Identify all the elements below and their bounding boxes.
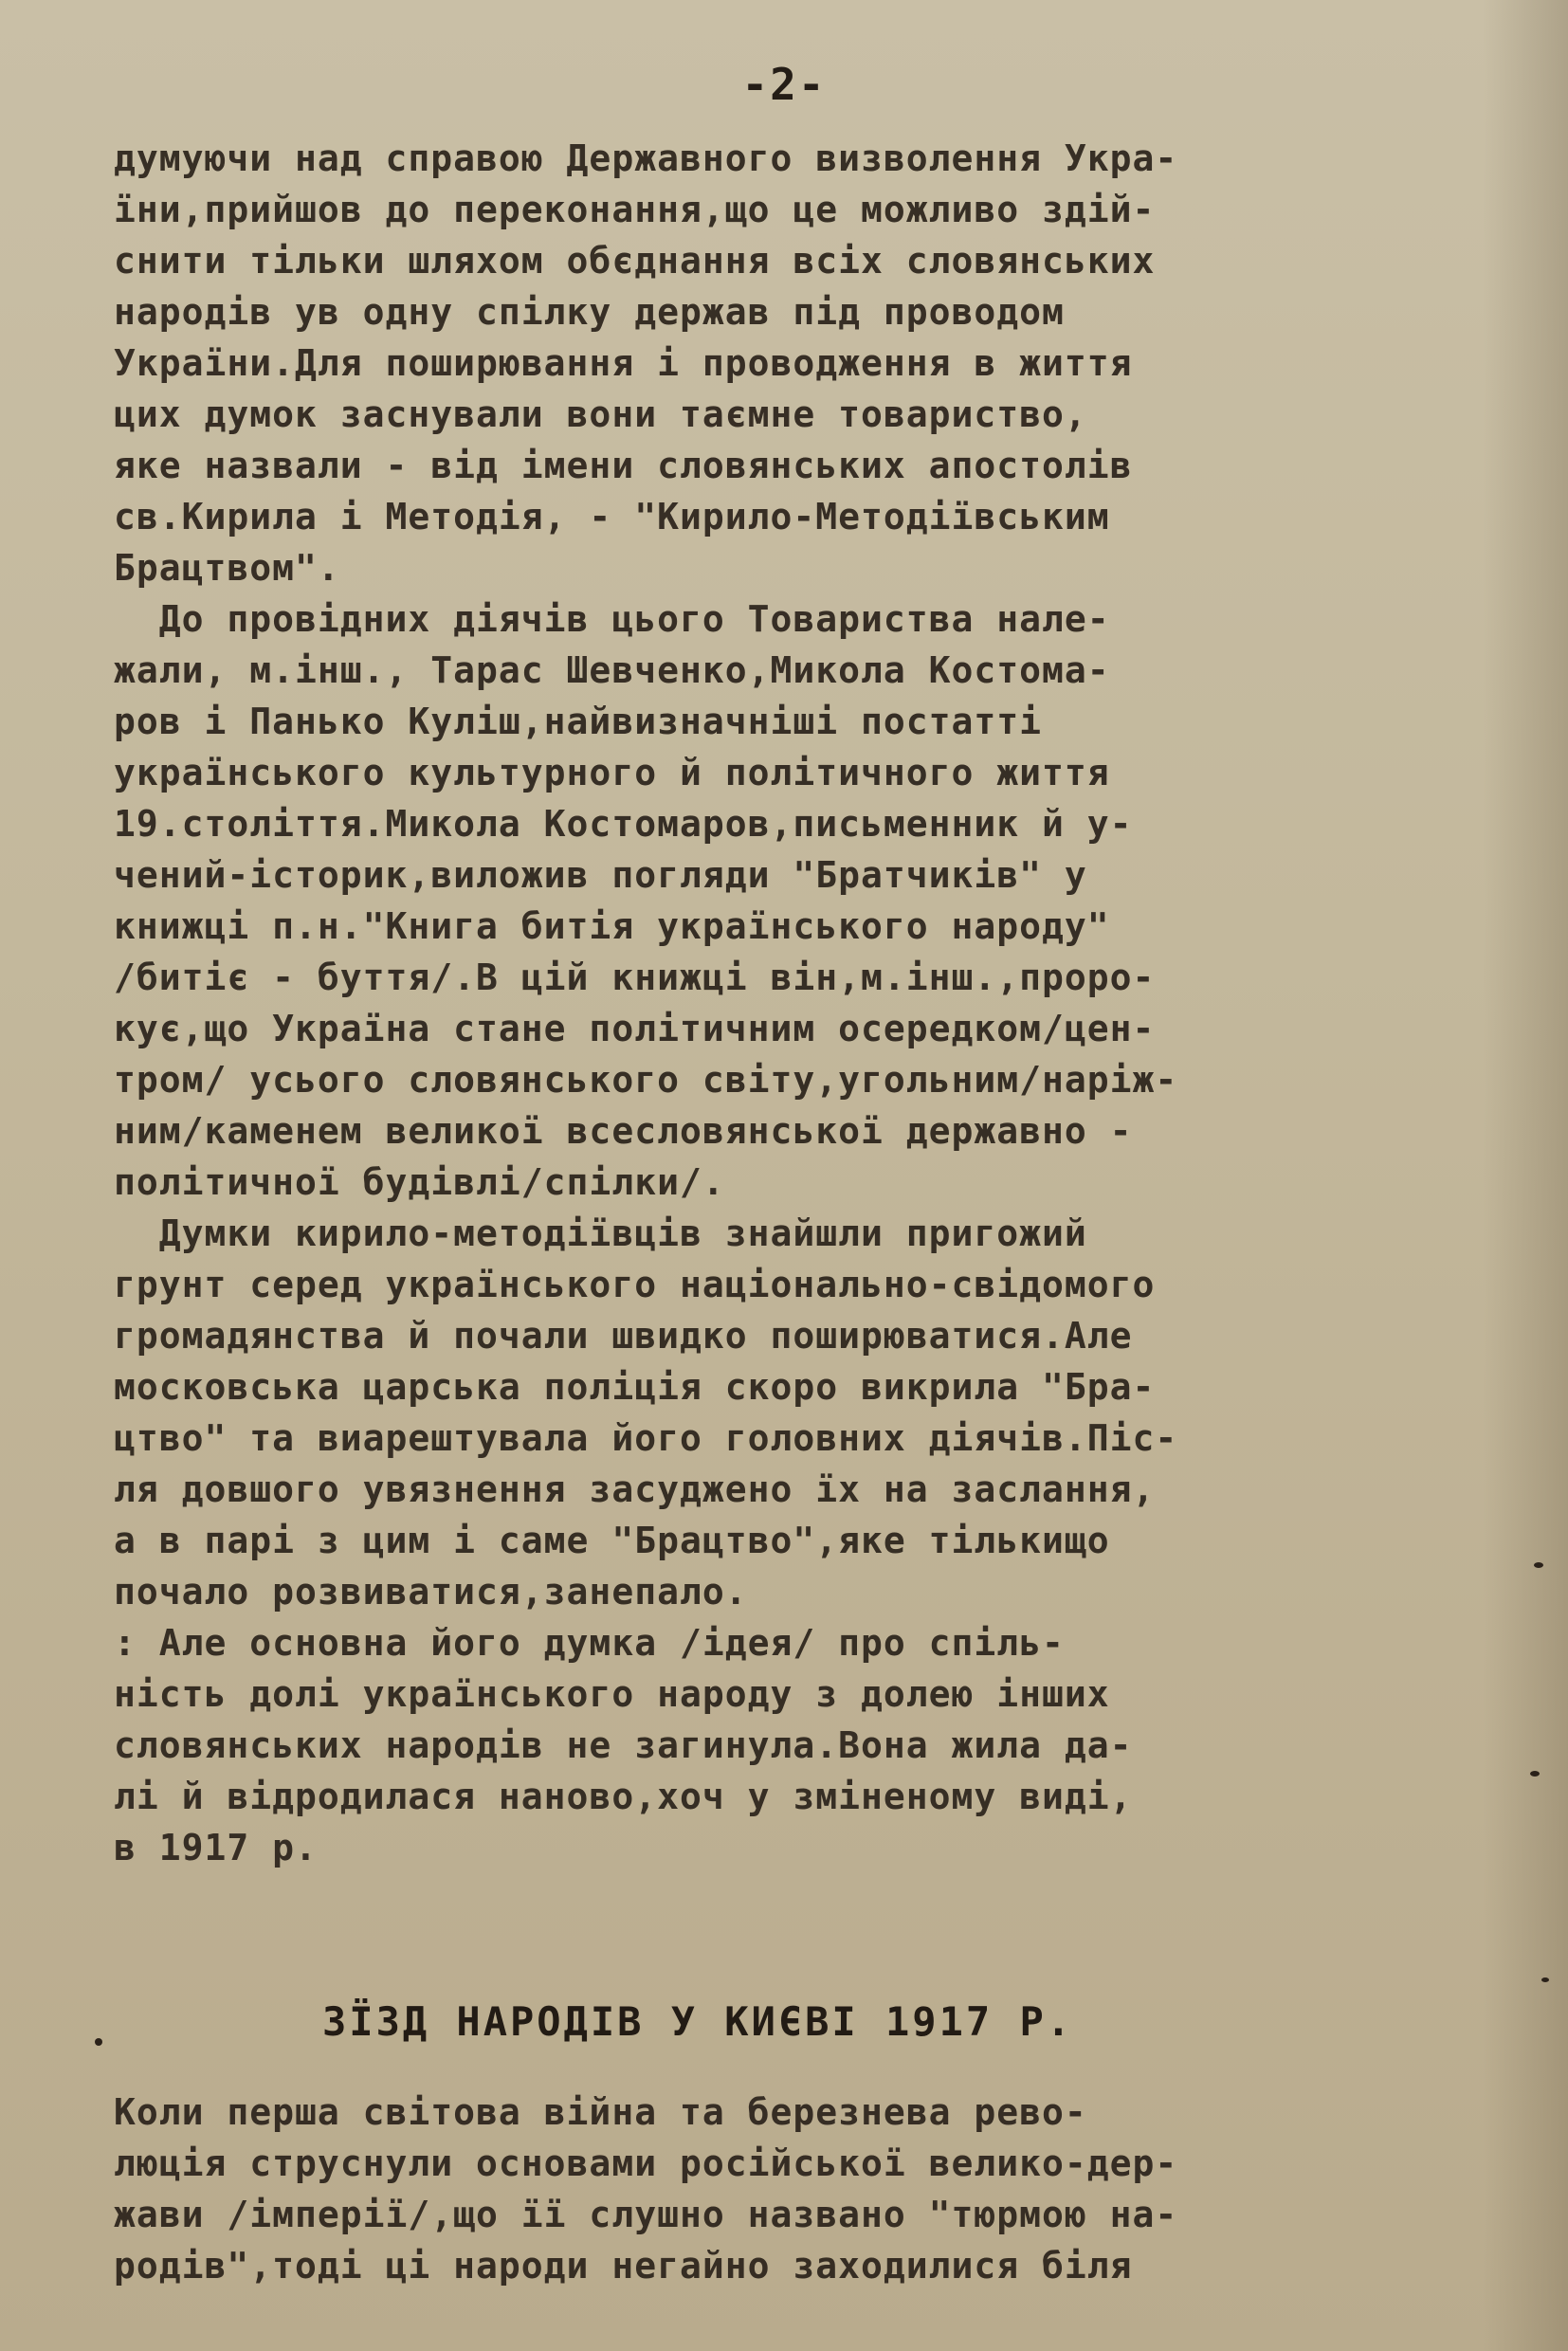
ink-speck	[95, 2038, 102, 2046]
text-line: словянських народів не загинула.Вона жила да-	[114, 1724, 1133, 1766]
text-line: а в парі з цим і саме "Брацтво",яке тількищо	[114, 1520, 1110, 1561]
ink-speck	[1541, 1977, 1549, 1982]
text-line: Брацтвом".	[114, 547, 340, 589]
text-line: України.Для поширювання і проводження в життя	[114, 342, 1133, 384]
text-line: : Але основна його думка /ідея/ про спіль-	[114, 1622, 1065, 1664]
text-line: книжці п.н."Книга битія українського народу"	[114, 905, 1110, 947]
text-line: св.Кирила і Методія, - "Кирило-Методіївським	[114, 496, 1110, 538]
text-line: /битіє - буття/.В цій книжці він,м.інш.,проро-	[114, 957, 1156, 998]
text-line: жави /імперії/,що її слушно названо "тюрмою на-	[114, 2194, 1178, 2235]
text-line: цих думок заснували вони таємне товариство,	[114, 393, 1087, 435]
text-line: чений-історик,виложив погляди "Братчиків" у	[114, 854, 1087, 896]
section-heading: ЗЇЗД НАРОДІВ У КИЄВІ 1917 Р.	[322, 1998, 1074, 2045]
text-line: жали, м.інш., Тарас Шевченко,Микола Костома-	[114, 649, 1110, 691]
text-line: їни,прийшов до переконання,що це можливо здій-	[114, 189, 1156, 230]
text-line: ним/каменем великої всесловянської державно -	[114, 1110, 1133, 1152]
ink-speck	[1530, 1771, 1540, 1777]
text-line: снити тільки шляхом обєднання всіх словянських	[114, 240, 1156, 282]
text-line: кує,що Україна стане політичним осередком/цен-	[114, 1008, 1156, 1049]
text-line: лі й відродилася наново,хоч у зміненому виді,	[114, 1776, 1133, 1817]
text-line: українського культурного й політичного життя	[114, 752, 1110, 793]
text-line: народів ув одну спілку держав під проводом	[114, 291, 1065, 333]
text-line: тром/ усього словянського світу,угольним/наріж-	[114, 1059, 1178, 1101]
text-line: думуючи над справою Державного визволення Укра-	[114, 137, 1178, 179]
text-line: ров і Панько Куліш,найвизначніші постатті	[114, 701, 1042, 742]
text-line: До провідних діячів цього Товариства нале-	[114, 598, 1110, 640]
text-line: люція струснули основами російської велико-дер-	[114, 2142, 1178, 2184]
text-line: родів",тоді ці народи негайно заходилися біля	[114, 2245, 1133, 2287]
body-text-block-2	[114, 2086, 1517, 2290]
text-line: почало розвиватися,занепало.	[114, 1571, 748, 1613]
text-line: ля довшого увязнення засуджено їх на заслання,	[114, 1468, 1156, 1510]
text-line: в 1917 р.	[114, 1827, 318, 1868]
text-line: Думки кирило-методіївців знайшли пригожий	[114, 1212, 1087, 1254]
text-line: цтво" та виарештувала його головних діячів.Піс-	[114, 1417, 1178, 1459]
text-line: політичної будівлі/спілки/.	[114, 1161, 725, 1203]
ink-speck	[1534, 1562, 1543, 1568]
body-text-block	[114, 133, 1517, 1873]
text-line: Коли перша світова війна та березнева рево-	[114, 2091, 1087, 2133]
text-line: громадянства й почали швидко поширюватися.Але	[114, 1315, 1133, 1357]
text-line: ність долі українського народу з долею інших	[114, 1673, 1110, 1715]
text-line: яке назвали - від імени словянських апостолів	[114, 445, 1133, 486]
text-line: грунт серед українського національно-свідомого	[114, 1264, 1156, 1305]
page-number: -2-	[741, 59, 827, 110]
text-line: 19.століття.Микола Костомаров,письменник й у-	[114, 803, 1133, 845]
text-line: московська царська поліція скоро викрила "Бра-	[114, 1366, 1156, 1408]
